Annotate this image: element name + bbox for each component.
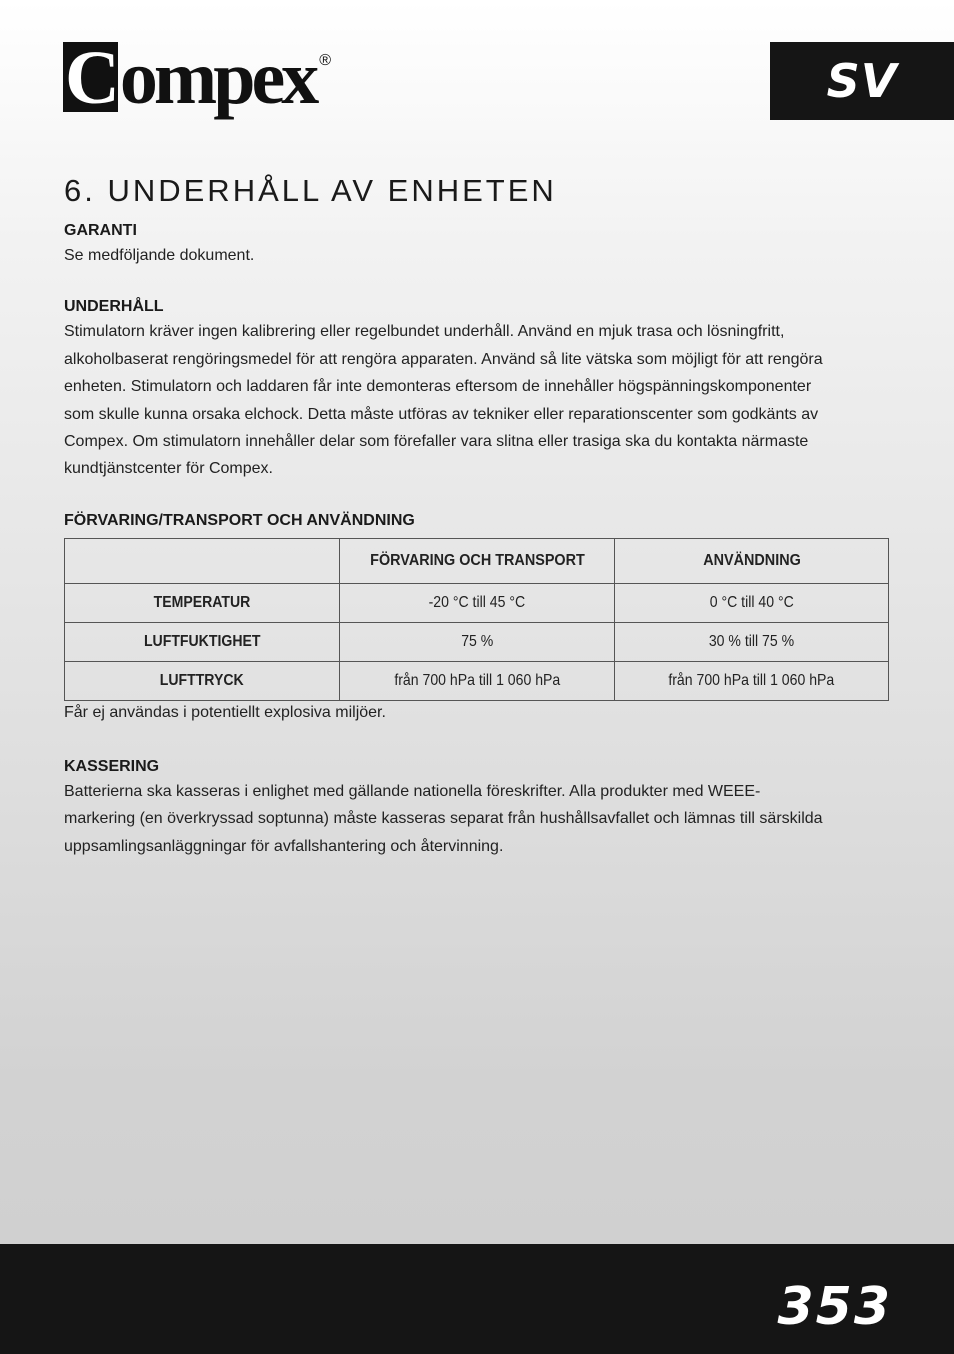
logo-initial: C [65, 36, 116, 120]
section-kassering [64, 756, 890, 860]
registered-mark: ® [319, 52, 331, 69]
table-header-cell [78, 538, 326, 583]
logo-wordmark: ompex [119, 36, 316, 120]
document-body [64, 220, 890, 860]
language-tab [770, 42, 954, 120]
table-header-cell: ANVÄNDNING [628, 538, 875, 583]
section-garanti [64, 220, 890, 269]
compex-logo [63, 36, 331, 120]
table-cell: från 700 hPa till 1 060 hPa [340, 661, 615, 700]
table-row [65, 583, 889, 622]
table-row-label: TEMPERATUR [65, 583, 340, 622]
explosive-environment-note: Får ej användas i potentiellt explosiva miljöer. [64, 703, 386, 721]
table-row [65, 622, 889, 661]
table-row-label: LUFTTRYCK [65, 661, 340, 700]
page-title: 6. UNDERHÅLL AV ENHETEN [64, 172, 557, 208]
section-heading-forvaring: FÖRVARING/TRANSPORT OCH ANVÄNDNING [64, 511, 415, 529]
garanti-text: Se medföljande dokument. [64, 247, 255, 264]
page-number: 353 [777, 1277, 892, 1337]
underhall-line: kundtjänstcenter för Compex. [64, 460, 273, 478]
table-header-cell: FÖRVARING OCH TRANSPORT [353, 538, 601, 583]
table-cell: 0 °C till 40 °C [615, 583, 889, 622]
section-heading-underhall: UNDERHÅLL [64, 298, 164, 316]
kassering-line: uppsamlingsanläggningar för avfallshantering och återvinning. [64, 837, 504, 855]
underhall-line: enheten. Stimulatorn och laddaren får inte demonteras eftersom de innehåller högspänningskomponenter [64, 378, 812, 396]
table-cell: från 700 hPa till 1 060 hPa [615, 661, 889, 700]
language-code: SV [826, 54, 898, 108]
storage-usage-table [64, 538, 889, 701]
kassering-line: markering (en överkryssad soptunna) måste kasseras separat från hushållsavfallet och lämnas till särskilda [64, 810, 823, 828]
underhall-line: som skulle kunna orsaka elchock. Detta måste utföras av tekniker eller reparationscenter som godkänts av [64, 405, 819, 423]
section-heading-garanti: GARANTI [64, 222, 137, 239]
kassering-line: Batterierna ska kasseras i enlighet med gällande nationella föreskrifter. Alla produkter med WEEE- [64, 782, 761, 800]
section-heading-kassering: KASSERING [64, 757, 160, 775]
table-cell: 75 % [340, 622, 615, 661]
underhall-line: alkoholbaserat rengöringsmedel för att rengöra apparaten. Använd så lite vätska som möjligt för att rengöra [64, 350, 823, 368]
table-cell: -20 °C till 45 °C [340, 583, 615, 622]
table-header-row [65, 538, 889, 583]
table-row-label: LUFTFUKTIGHET [65, 622, 340, 661]
section-underhall [64, 296, 890, 482]
underhall-line: Stimulatorn kräver ingen kalibrering eller regelbundet underhåll. Använd en mjuk trasa och lösningfritt, [64, 323, 785, 341]
section-forvaring [64, 510, 890, 725]
table-row [65, 661, 889, 700]
table-cell: 30 % till 75 % [615, 622, 889, 661]
underhall-line: Compex. Om stimulatorn innehåller delar som förefaller vara slitna eller trasiga ska du kontakta närmaste [64, 433, 809, 451]
